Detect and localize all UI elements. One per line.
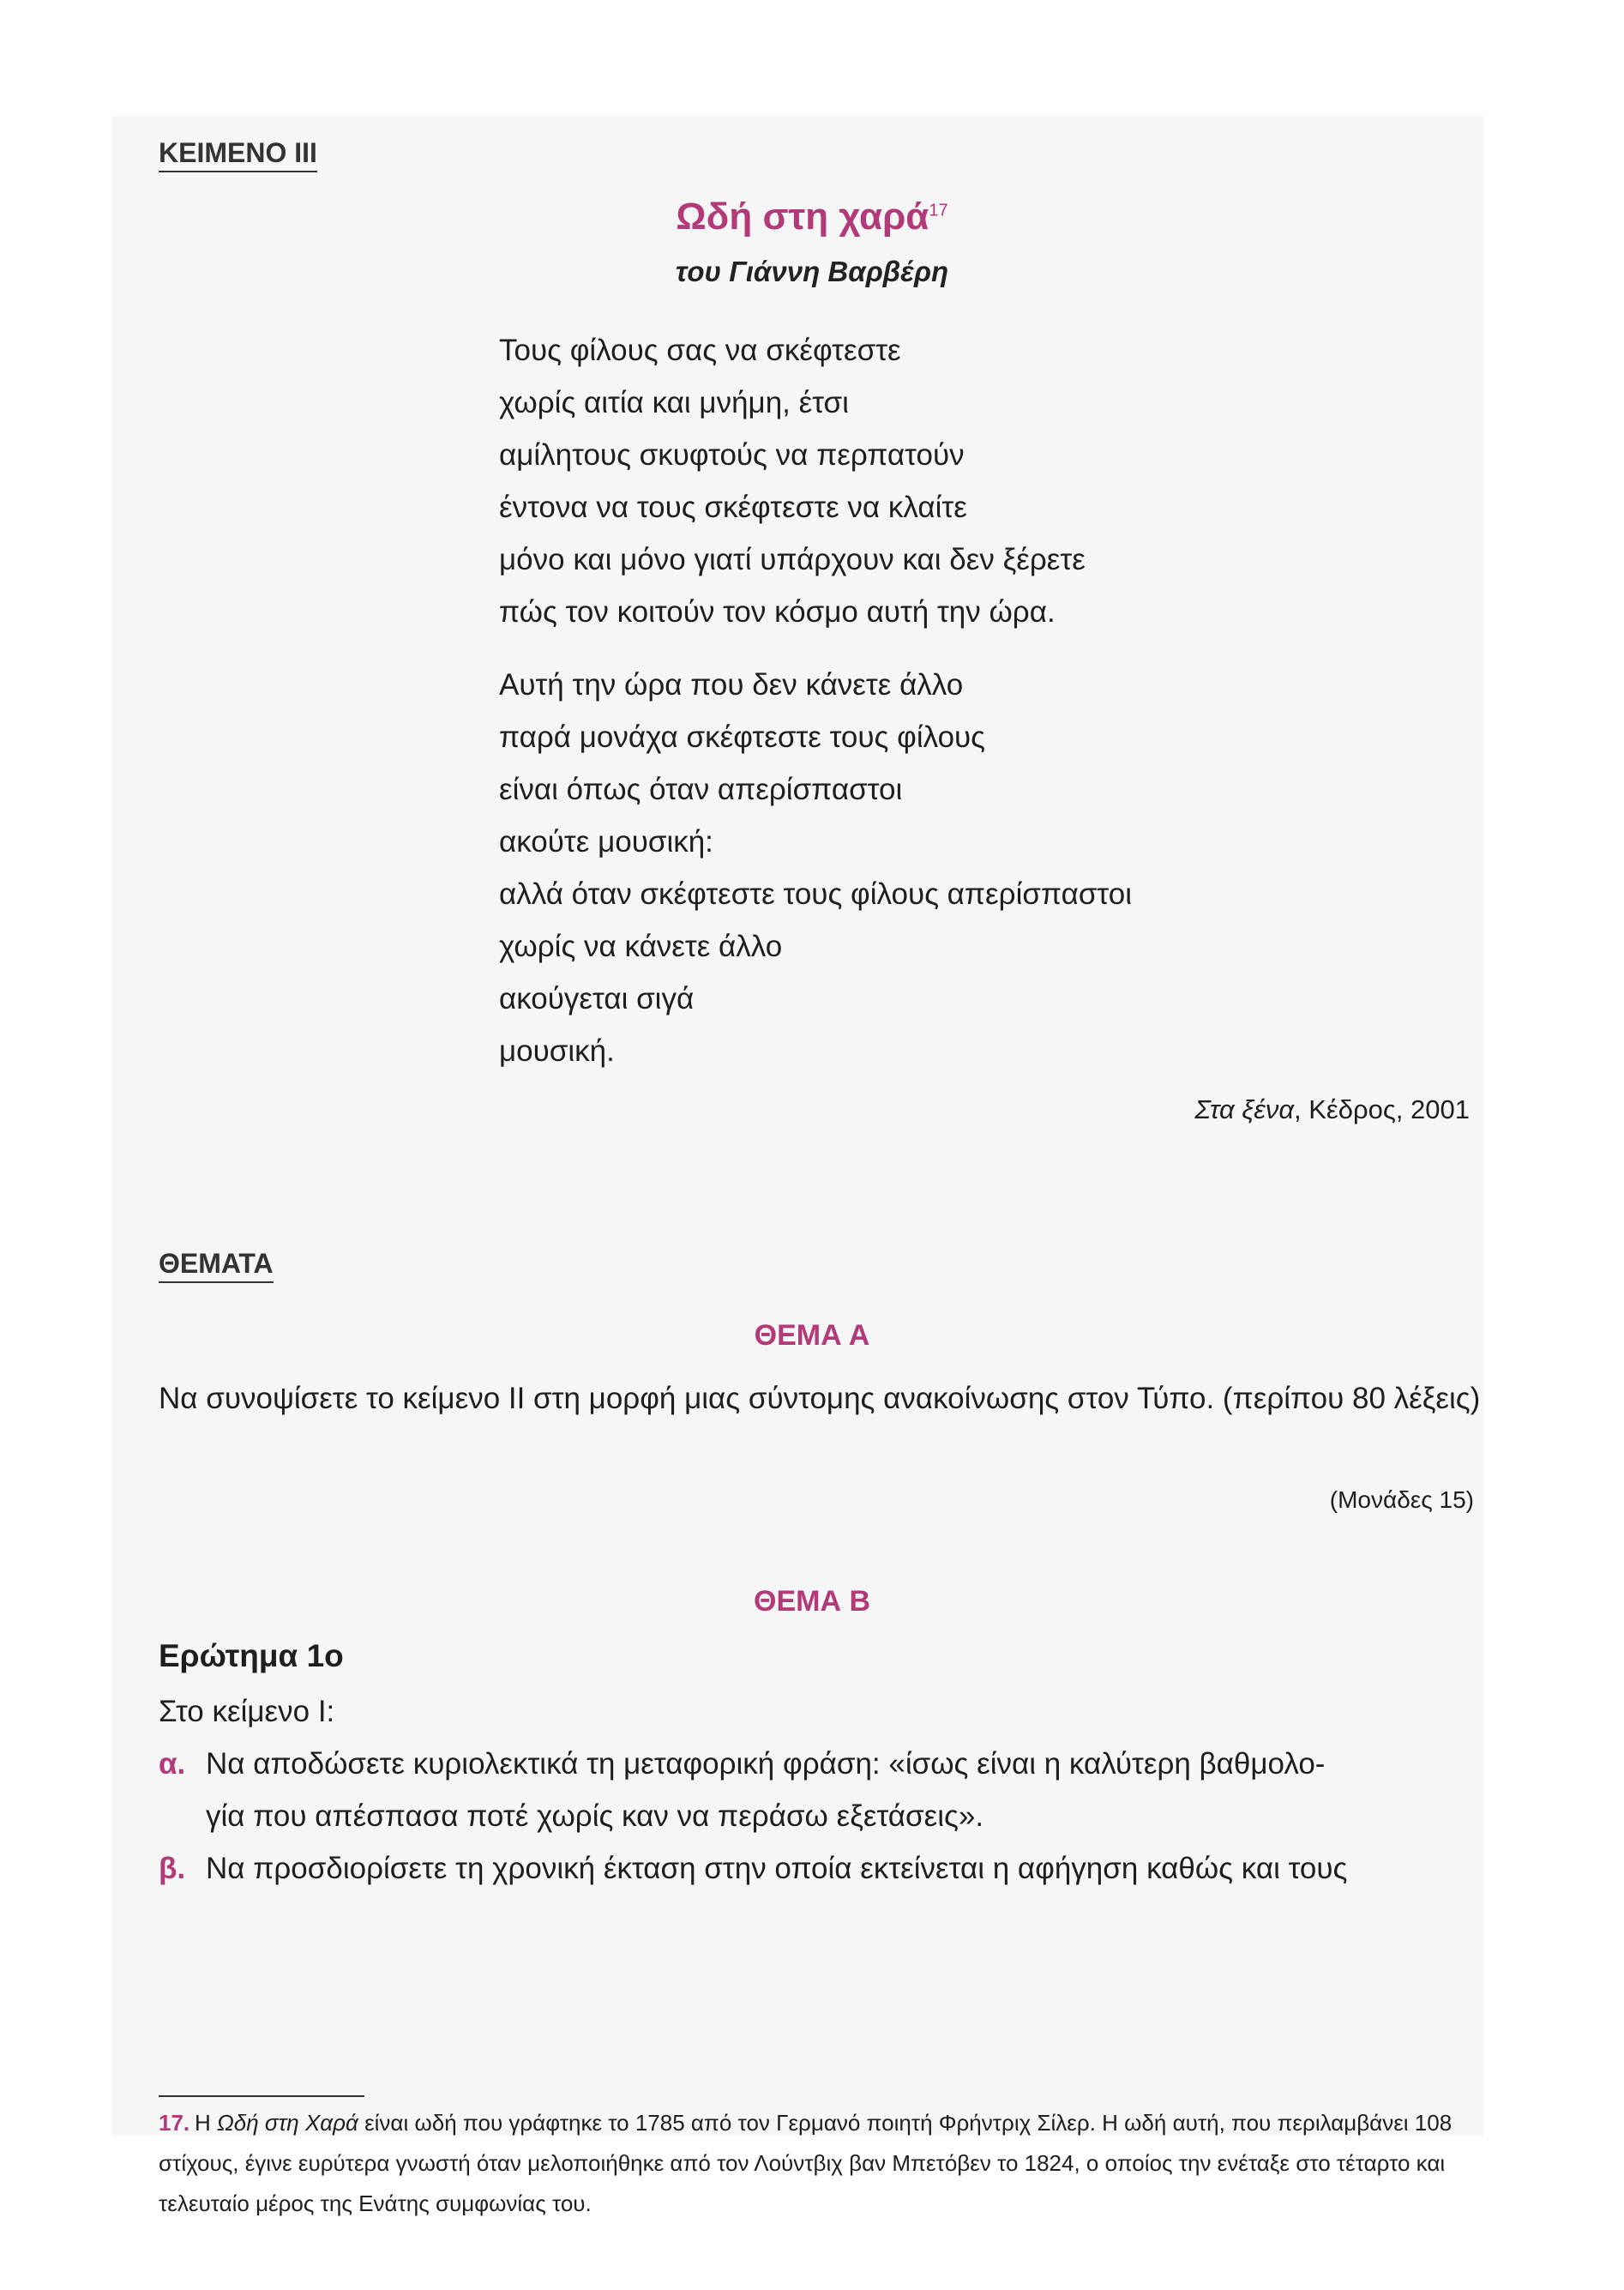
- poem-line: έντονα να τους σκέφτεστε να κλαίτε: [499, 491, 967, 524]
- poem-line: παρά μονάχα σκέφτεστε τους φίλους: [499, 720, 986, 754]
- poem-line: αλλά όταν σκέφτεστε τους φίλους απερίσπαστοι: [499, 877, 1133, 911]
- footnote-ref: 17: [929, 201, 948, 220]
- item-line: Να αποδώσετε κυριολεκτικά τη μεταφορική φράση: «ίσως είναι η καλύτερη βαθμολο-: [206, 1747, 1326, 1781]
- poem-line: χωρίς να κάνετε άλλο: [499, 930, 783, 963]
- item-line: γία που απέσπασα ποτέ χωρίς καν να περάσω εξετάσεις».: [206, 1799, 984, 1833]
- item-line: Να προσδιορίσετε τη χρονική έκταση στην οποία εκτείνεται η αφήγηση καθώς και τους: [206, 1852, 1348, 1885]
- poem-line: ακούγεται σιγά: [499, 982, 695, 1015]
- footnote-number: 17.: [159, 2110, 190, 2136]
- poem-line: χωρίς αιτία και μνήμη, έτσι: [499, 386, 849, 419]
- poem-title: [0, 196, 1624, 238]
- poem-line: Τους φίλους σας να σκέφτεστε: [499, 334, 901, 367]
- source-publisher: , Κέδρος, 2001: [1294, 1094, 1470, 1124]
- footnote-divider: [159, 2095, 364, 2097]
- section-heading-themes: ΘΕΜΑΤΑ: [159, 1248, 274, 1283]
- question-intro: Στο κείμενο Ι:: [159, 1695, 335, 1728]
- source-book-title: Στα ξένα: [1194, 1094, 1295, 1124]
- poem-author: του Γιάννη Βαρβέρη: [675, 256, 949, 287]
- footnote-italic: Ωδή στη Χαρά: [217, 2110, 358, 2136]
- poem-line: ακούτε μουσική:: [499, 825, 713, 859]
- poem-stanza-1: [499, 324, 1086, 638]
- poem-source: [1194, 1094, 1470, 1125]
- question-item-b: [159, 1842, 1347, 1895]
- theme-a-heading: ΘΕΜΑ Α: [754, 1319, 870, 1352]
- theme-a-text: Να συνοψίσετε το κείμενο ΙΙ στη μορφή μιας σύντομης ανακοίνωσης στον Τύπο. (περίπου 80 λέξεις): [159, 1382, 1481, 1415]
- item-label: α.: [159, 1747, 186, 1781]
- poem-line: πώς τον κοιτούν τον κόσμο αυτή την ώρα.: [499, 595, 1056, 629]
- section-heading-text3: ΚΕΙΜΕΝΟ III: [159, 137, 317, 172]
- poem-title-text: Ωδή στη χαρά: [676, 196, 929, 238]
- poem-line: μόνο και μόνο γιατί υπάρχουν και δεν ξέρετε: [499, 543, 1086, 576]
- footnote-text: είναι ωδή που γράφτηκε το 1785 από τον Γερμανό ποιητή Φρήντριχ Σίλερ. Η ωδή αυτή, που περιλαμβάνει 108 στίχους, έγινε ευρύτερα γνωστή όταν μελοποιήθηκε από τον Λούντβιχ βαν Μπετόβεν το 1824, ο οποίος την ενέταξε στο τέταρτο και τελευταίο μέρος της Ενάτης συμφωνίας του.: [159, 2110, 1453, 2216]
- footnote: [159, 2103, 1483, 2224]
- question-item-a: [159, 1738, 1325, 1842]
- poem-stanza-2: [499, 659, 1132, 1077]
- theme-a-units: (Μονάδες 15): [1329, 1486, 1474, 1513]
- footnote-prefix: Η: [195, 2110, 217, 2136]
- theme-b-heading: ΘΕΜΑ Β: [754, 1585, 870, 1618]
- question-heading: Ερώτημα 1ο: [159, 1638, 344, 1673]
- item-label: β.: [159, 1852, 186, 1885]
- poem-line: είναι όπως όταν απερίσπαστοι: [499, 773, 903, 806]
- poem-line: αμίλητους σκυφτούς να περπατούν: [499, 438, 965, 472]
- poem-line: μουσική.: [499, 1034, 615, 1068]
- poem-line: Αυτή την ώρα που δεν κάνετε άλλο: [499, 668, 964, 702]
